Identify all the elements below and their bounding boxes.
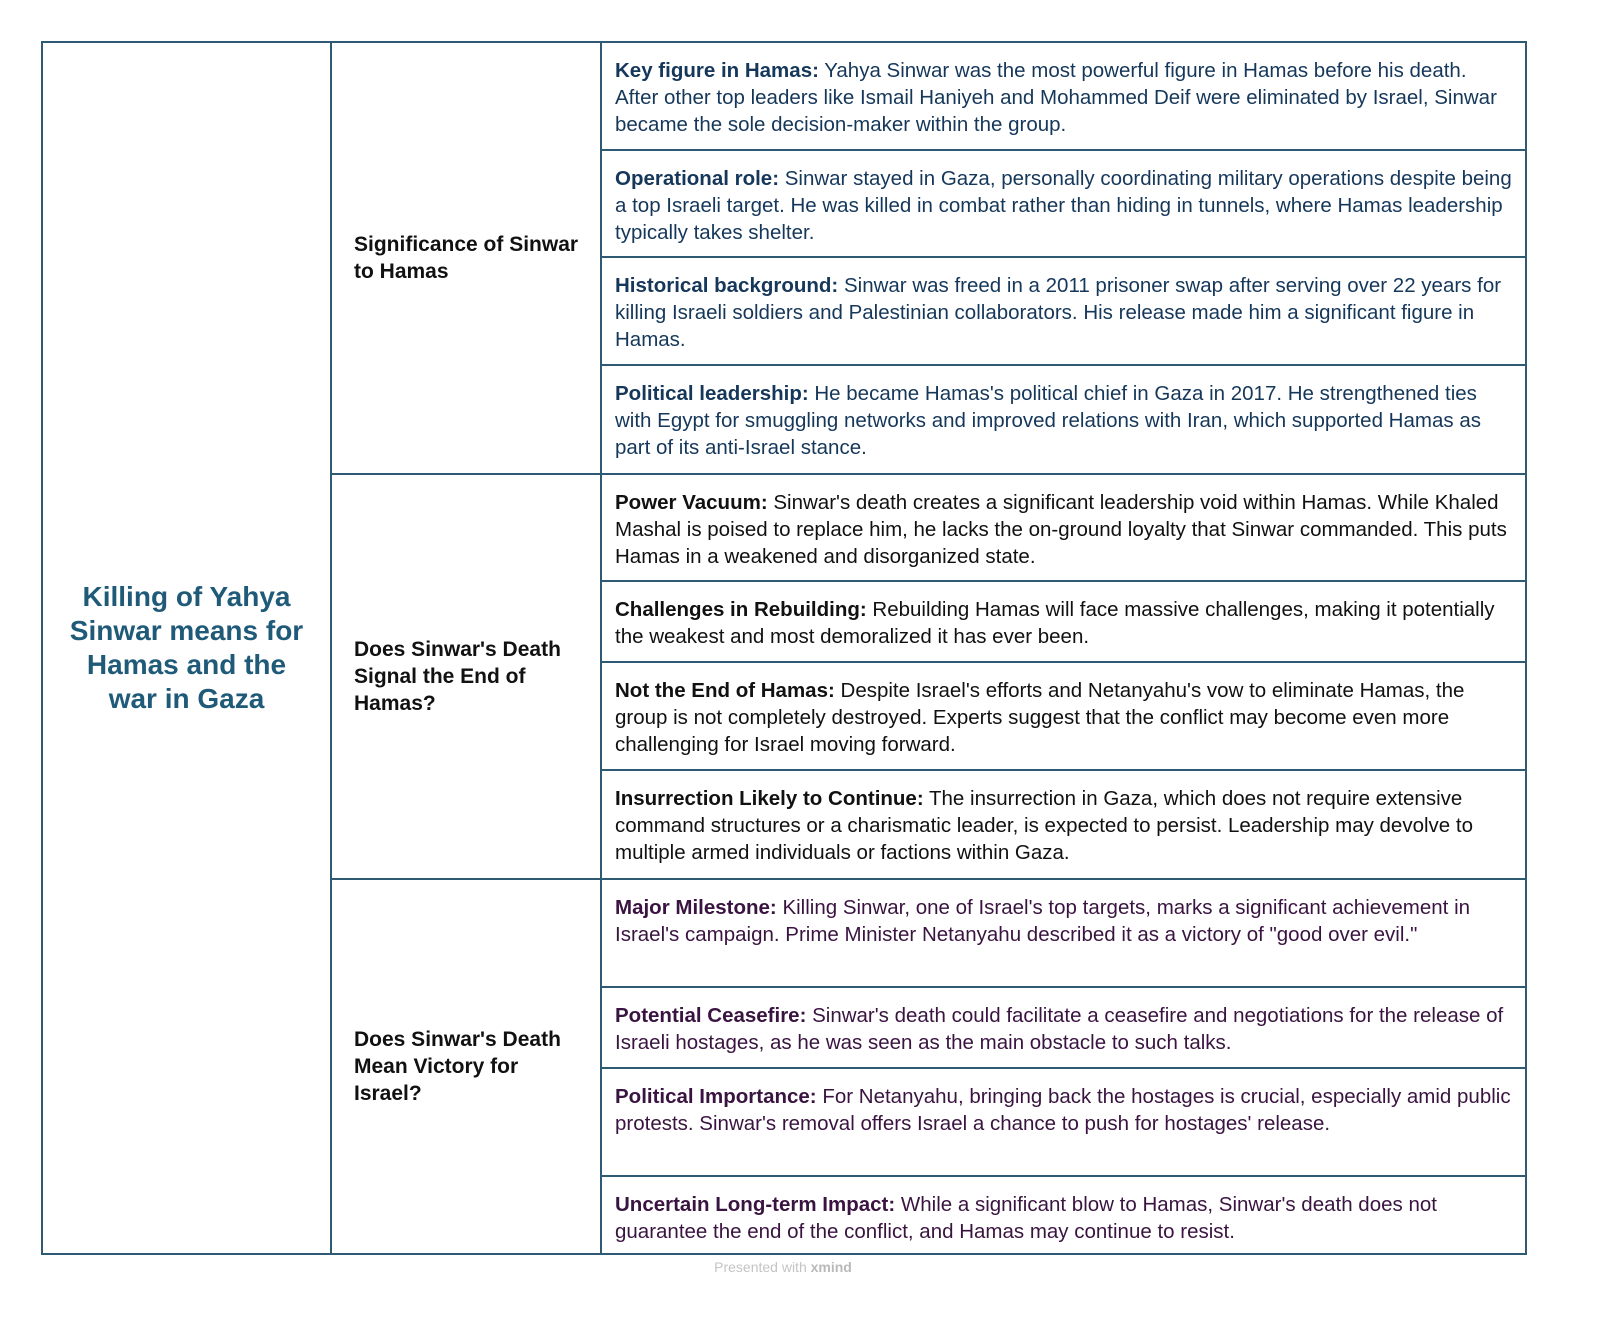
subtopic-text: While a significant blow to Hamas, Sinwar's death does not guarantee the end of the conflict, and Hamas may continue to resist. bbox=[615, 1193, 1437, 1243]
branch-end-of-hamas bbox=[332, 475, 1525, 880]
subtopic-text: Despite Israel's efforts and Netanyahu's vow to eliminate Hamas, the group is not completely destroyed. Experts suggest that the conflict may become even more challenging for Israel moving forward. bbox=[615, 679, 1465, 757]
branch-topic-cell[interactable] bbox=[332, 475, 602, 878]
footer-prefix: Presented with bbox=[714, 1259, 811, 1275]
branch-significance bbox=[332, 43, 1525, 475]
subtopics-list bbox=[602, 880, 1525, 1253]
subtopic-lead: Operational role: bbox=[615, 166, 780, 190]
branch-topic-cell[interactable] bbox=[332, 43, 602, 473]
subtopic-lead: Challenges in Rebuilding: bbox=[615, 598, 867, 622]
subtopic-text: Sinwar's death creates a significant leadership void within Hamas. While Khaled Mashal is poised to replace him, he lacks the on-ground loyalty that Sinwar commanded. This puts Hamas in a weakened and disorganized state. bbox=[615, 491, 1507, 568]
subtopics-list bbox=[602, 43, 1525, 473]
subtopic-lead: Political Importance: bbox=[615, 1085, 817, 1108]
subtopic-item[interactable] bbox=[602, 258, 1525, 366]
branches-column bbox=[332, 43, 1525, 1253]
subtopic-text: The insurrection in Gaza, which does not require extensive command structures or a charismatic leader, is expected to persist. Leadership may devolve to multiple armed individuals or factions within Gaza. bbox=[615, 786, 1473, 864]
subtopic-item[interactable] bbox=[602, 151, 1525, 259]
subtopic-text: Sinwar was freed in a 2011 prisoner swap after serving over 22 years for killing Israeli soldiers and Palestinian collaborators. His release made him a significant figure in Hamas. bbox=[615, 274, 1502, 351]
subtopic-lead: Historical background: bbox=[615, 274, 839, 297]
subtopic-lead: Not the End of Hamas: bbox=[615, 679, 835, 703]
subtopic-text: Killing Sinwar, one of Israel's top targets, marks a significant achievement in Israel's campaign. Prime Minister Netanyahu described it as a victory of "good over evil." bbox=[615, 896, 1471, 946]
subtopic-item[interactable] bbox=[602, 475, 1525, 582]
subtopic-lead: Power Vacuum: bbox=[615, 491, 768, 514]
subtopic-text: Sinwar stayed in Gaza, personally coordinating military operations despite being a top Israeli target. He was killed in combat rather than hiding in tunnels, where Hamas leadership typically takes shelter. bbox=[615, 166, 1512, 244]
subtopic-lead: Potential Ceasefire: bbox=[615, 1004, 807, 1027]
subtopic-lead: Key figure in Hamas: bbox=[615, 59, 819, 82]
footer-credit bbox=[0, 1259, 1566, 1275]
subtopic-item[interactable] bbox=[602, 582, 1525, 663]
xmind-logo-text: xmind bbox=[810, 1259, 852, 1275]
subtopic-item[interactable] bbox=[602, 880, 1525, 988]
subtopic-item[interactable] bbox=[602, 771, 1525, 878]
branch-topic-label: Significance of Sinwar to Hamas bbox=[354, 233, 579, 283]
branch-topic-label: Does Sinwar's Death Signal the End of Hamas? bbox=[354, 638, 561, 715]
subtopic-lead: Major Milestone: bbox=[615, 896, 777, 919]
subtopic-text: Rebuilding Hamas will face massive challenges, making it potentially the weakest and most demoralized it has ever been. bbox=[615, 598, 1495, 649]
subtopic-lead: Uncertain Long-term Impact: bbox=[615, 1193, 896, 1216]
subtopic-item[interactable] bbox=[602, 366, 1525, 473]
subtopic-item[interactable] bbox=[602, 1177, 1525, 1253]
branch-victory-for-israel bbox=[332, 880, 1525, 1253]
subtopics-list bbox=[602, 475, 1525, 878]
subtopic-text: He became Hamas's political chief in Gaza in 2017. He strengthened ties with Egypt for smuggling networks and improved relations with Iran, which supported Hamas as part of its anti-Israel stance. bbox=[615, 381, 1481, 459]
subtopic-lead: Political leadership: bbox=[615, 381, 809, 405]
subtopic-text: Sinwar's death could facilitate a ceasefire and negotiations for the release of Israeli hostages, as he was seen as the main obstacle to such talks. bbox=[615, 1004, 1504, 1054]
mind-map-table bbox=[41, 41, 1527, 1255]
subtopic-item[interactable] bbox=[602, 43, 1525, 151]
root-topic-cell[interactable] bbox=[43, 43, 332, 1253]
subtopic-text: Yahya Sinwar was the most powerful figure in Hamas before his death. After other top leaders like Ismail Haniyeh and Mohammed Deif were eliminated by Israel, Sinwar became the sole decision-maker within the group. bbox=[615, 59, 1497, 136]
subtopic-item[interactable] bbox=[602, 988, 1525, 1069]
branch-topic-cell[interactable] bbox=[332, 880, 602, 1253]
subtopic-text: For Netanyahu, bringing back the hostages is crucial, especially amid public protests. Sinwar's removal offers Israel a chance to push for hostages' release. bbox=[615, 1085, 1511, 1135]
root-topic-title: Killing of Yahya Sinwar means for Hamas and the war in Gaza bbox=[69, 581, 304, 714]
subtopic-item[interactable] bbox=[602, 663, 1525, 770]
subtopic-item[interactable] bbox=[602, 1069, 1525, 1177]
branch-topic-label: Does Sinwar's Death Mean Victory for Israel? bbox=[354, 1028, 561, 1105]
subtopic-lead: Insurrection Likely to Continue: bbox=[615, 786, 924, 810]
